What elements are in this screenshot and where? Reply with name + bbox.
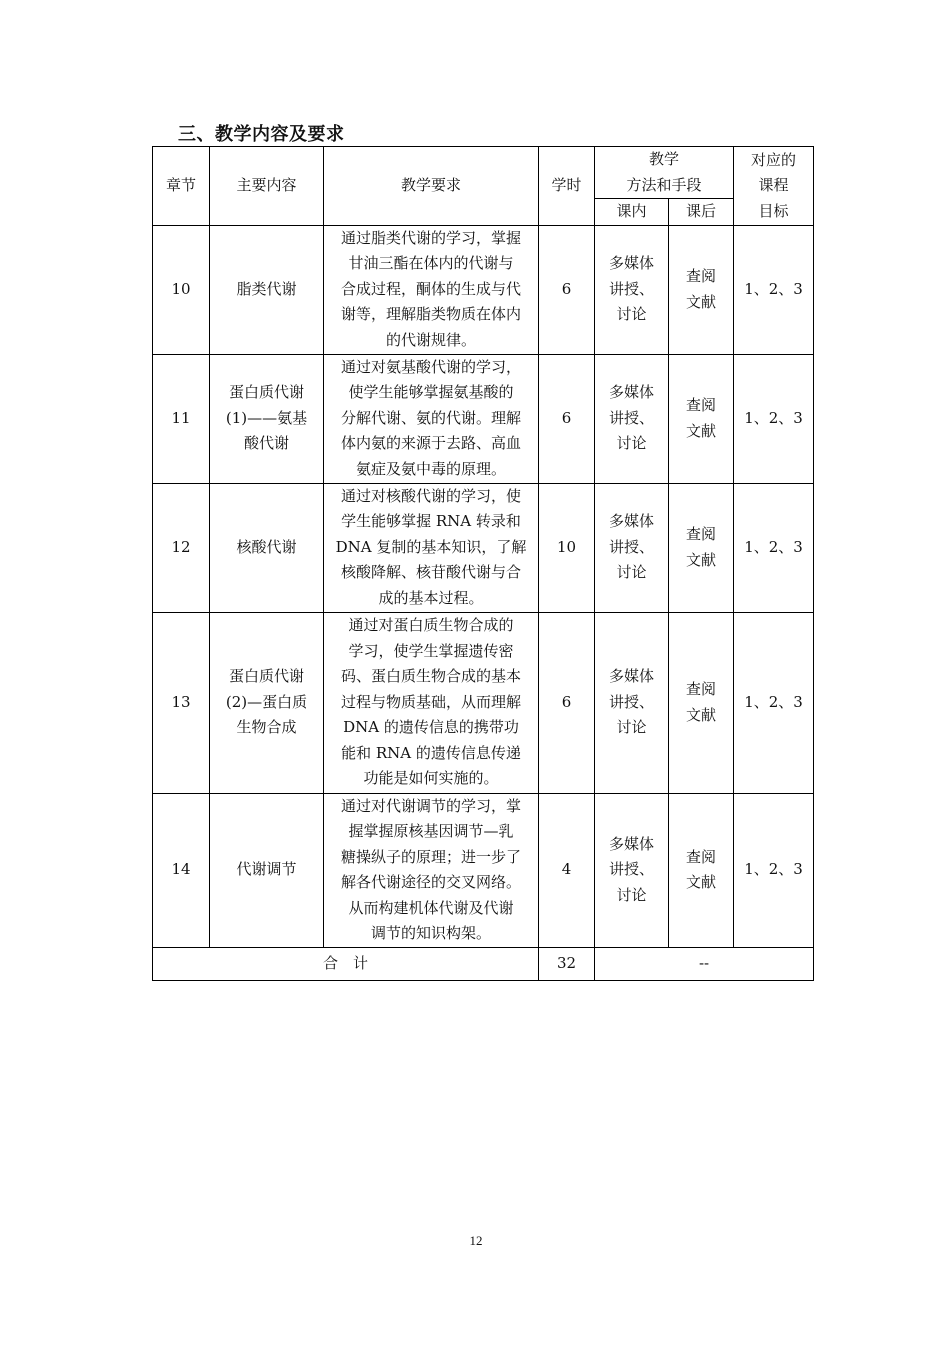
hours-cell: 6: [539, 354, 595, 483]
after-class-cell-line: 查阅: [686, 525, 717, 543]
after-class-cell: [669, 793, 734, 947]
header-content: 主要内容: [210, 147, 324, 226]
objectives-cell: 1、2、3: [734, 225, 814, 354]
in-class-cell-line: 多媒体: [608, 834, 654, 853]
objectives-cell: 1、2、3: [734, 354, 814, 483]
requirements-cell-line: 的代谢规律。: [385, 330, 476, 349]
after-class-cell-line: 文献: [686, 550, 717, 569]
header-objectives: [734, 147, 814, 226]
total-hours: 32: [539, 947, 595, 980]
in-class-cell: [595, 225, 669, 354]
requirements-cell-line: 使学生能够掌握氨基酸的: [348, 383, 514, 402]
content-cell: [210, 793, 324, 947]
header-method: [595, 147, 734, 199]
requirements-cell-line: 学生能够掌握 RNA 转录和: [341, 512, 521, 531]
requirements-cell-line: 甘油三酯在体内的代谢与: [348, 254, 514, 273]
in-class-cell: [595, 483, 669, 612]
content-cell-line: 生物合成: [236, 718, 297, 737]
chapter-cell: 10: [153, 225, 210, 354]
header-objectives-line1: 对应的: [751, 150, 797, 169]
in-class-cell-line: 多媒体: [608, 383, 654, 402]
requirements-cell-line: 分解代谢、氨的代谢。理解: [340, 408, 521, 427]
header-objectives-line2: 课程: [758, 176, 789, 194]
header-in-class: 课内: [595, 199, 669, 226]
hours-cell: 4: [539, 793, 595, 947]
chapter-cell: 14: [153, 793, 210, 947]
requirements-cell-line: 通过对氨基酸代谢的学习，: [340, 357, 521, 376]
requirements-cell-line: 通过对蛋白质生物合成的: [348, 616, 514, 635]
header-hours: 学时: [539, 147, 595, 226]
content-cell-line: (1)——氨基: [225, 408, 308, 427]
objectives-cell: 1、2、3: [734, 483, 814, 612]
header-after-class: 课后: [669, 199, 734, 226]
page-number: 12: [469, 1233, 483, 1248]
after-class-cell: [669, 612, 734, 793]
requirements-cell: [324, 225, 539, 354]
chapter-cell: 12: [153, 483, 210, 612]
table-row: [153, 793, 814, 947]
objectives-cell: 1、2、3: [734, 612, 814, 793]
requirements-cell-line: 能和 RNA 的遗传信息传递: [341, 743, 521, 762]
requirements-cell-line: 通过对核酸代谢的学习，使: [340, 486, 521, 505]
in-class-cell-line: 讲授、: [608, 279, 654, 298]
chapter-cell: 11: [153, 354, 210, 483]
hours-cell: 6: [539, 225, 595, 354]
content-cell-line: 脂类代谢: [236, 279, 297, 298]
requirements-cell-line: DNA 复制的基本知识，了解: [335, 537, 527, 556]
requirements-cell-line: 通过脂类代谢的学习，掌握: [340, 228, 521, 247]
header-objectives-line3: 目标: [758, 201, 789, 220]
requirements-cell-line: 握掌握原核基因调节—乳: [348, 822, 514, 840]
requirements-cell: [324, 793, 539, 947]
requirements-cell-line: 体内氨的来源于去路、高血: [340, 434, 521, 453]
in-class-cell: [595, 354, 669, 483]
after-class-cell-line: 文献: [686, 873, 717, 891]
requirements-cell-line: 调节的知识构架。: [370, 924, 491, 942]
hours-cell: 10: [539, 483, 595, 612]
in-class-cell-line: 多媒体: [608, 254, 654, 273]
after-class-cell: [669, 483, 734, 612]
content-cell: [210, 612, 324, 793]
section-heading: 三、教学内容及要求: [178, 124, 345, 145]
after-class-cell-line: 文献: [686, 421, 717, 440]
in-class-cell-line: 多媒体: [608, 667, 654, 686]
requirements-cell: [324, 483, 539, 612]
table-row: [153, 612, 814, 793]
in-class-cell: [595, 612, 669, 793]
after-class-cell: [669, 354, 734, 483]
requirements-cell-line: 合成过程，酮体的生成与代: [340, 279, 521, 298]
in-class-cell: [595, 793, 669, 947]
in-class-cell-line: 讨论: [616, 563, 647, 582]
content-cell-line: 代谢调节: [236, 860, 297, 879]
after-class-cell-line: 查阅: [686, 267, 717, 285]
after-class-cell-line: 查阅: [686, 847, 717, 866]
requirements-cell-line: DNA 的遗传信息的携带功: [343, 718, 519, 737]
table-row: [153, 354, 814, 483]
in-class-cell-line: 讲授、: [608, 692, 654, 711]
hours-cell: 6: [539, 612, 595, 793]
content-cell: [210, 225, 324, 354]
requirements-cell-line: 通过对代谢调节的学习，掌: [340, 796, 521, 815]
after-class-cell-line: 查阅: [686, 396, 717, 414]
requirements-cell-line: 码、蛋白质生物合成的基本: [340, 667, 521, 686]
in-class-cell-line: 讲授、: [608, 537, 654, 556]
header-chapter: 章节: [153, 147, 210, 226]
requirements-cell-line: 核酸降解、核苷酸代谢与合: [340, 563, 521, 582]
after-class-cell: [669, 225, 734, 354]
after-class-cell-line: 查阅: [686, 680, 717, 698]
requirements-cell-line: 解各代谢途径的交叉网络。: [340, 873, 521, 891]
content-cell-line: 核酸代谢: [236, 537, 297, 556]
requirements-cell-line: 谢等，理解脂类物质在体内: [340, 305, 521, 324]
in-class-cell-line: 讨论: [616, 305, 647, 324]
header-method-line1: 教学: [649, 150, 680, 168]
teaching-content-table: [152, 146, 814, 981]
table-row: [153, 483, 814, 612]
content-cell: [210, 354, 324, 483]
requirements-cell-line: 学习，使学生掌握遗传密: [348, 641, 514, 660]
requirements-cell: [324, 612, 539, 793]
in-class-cell-line: 讨论: [616, 434, 647, 453]
requirements-cell: [324, 354, 539, 483]
content-cell-line: 蛋白质代谢: [228, 383, 304, 402]
total-rest: --: [595, 947, 814, 980]
content-cell-line: (2)—蛋白质: [225, 692, 308, 711]
requirements-cell-line: 成的基本过程。: [378, 588, 484, 607]
requirements-cell-line: 功能是如何实施的。: [363, 769, 499, 788]
after-class-cell-line: 文献: [686, 705, 717, 724]
requirements-cell-line: 氨症及氨中毒的原理。: [355, 459, 506, 478]
in-class-cell-line: 讲授、: [608, 860, 654, 879]
in-class-cell-line: 讲授、: [608, 408, 654, 427]
requirements-cell-line: 从而构建机体代谢及代谢: [348, 898, 514, 917]
table-row: [153, 225, 814, 354]
after-class-cell-line: 文献: [686, 292, 717, 311]
content-cell-line: 蛋白质代谢: [228, 667, 304, 686]
in-class-cell-line: 多媒体: [608, 512, 654, 531]
content-cell: [210, 483, 324, 612]
in-class-cell-line: 讨论: [616, 885, 647, 904]
requirements-cell-line: 过程与物质基础，从而理解: [340, 692, 521, 711]
header-requirements: 教学要求: [324, 147, 539, 226]
content-cell-line: 酸代谢: [243, 434, 289, 453]
objectives-cell: 1、2、3: [734, 793, 814, 947]
requirements-cell-line: 糖操纵子的原理；进一步了: [340, 847, 521, 866]
header-method-line2: 方法和手段: [626, 175, 702, 194]
total-label: 合 计: [153, 947, 539, 980]
in-class-cell-line: 讨论: [616, 718, 647, 737]
chapter-cell: 13: [153, 612, 210, 793]
